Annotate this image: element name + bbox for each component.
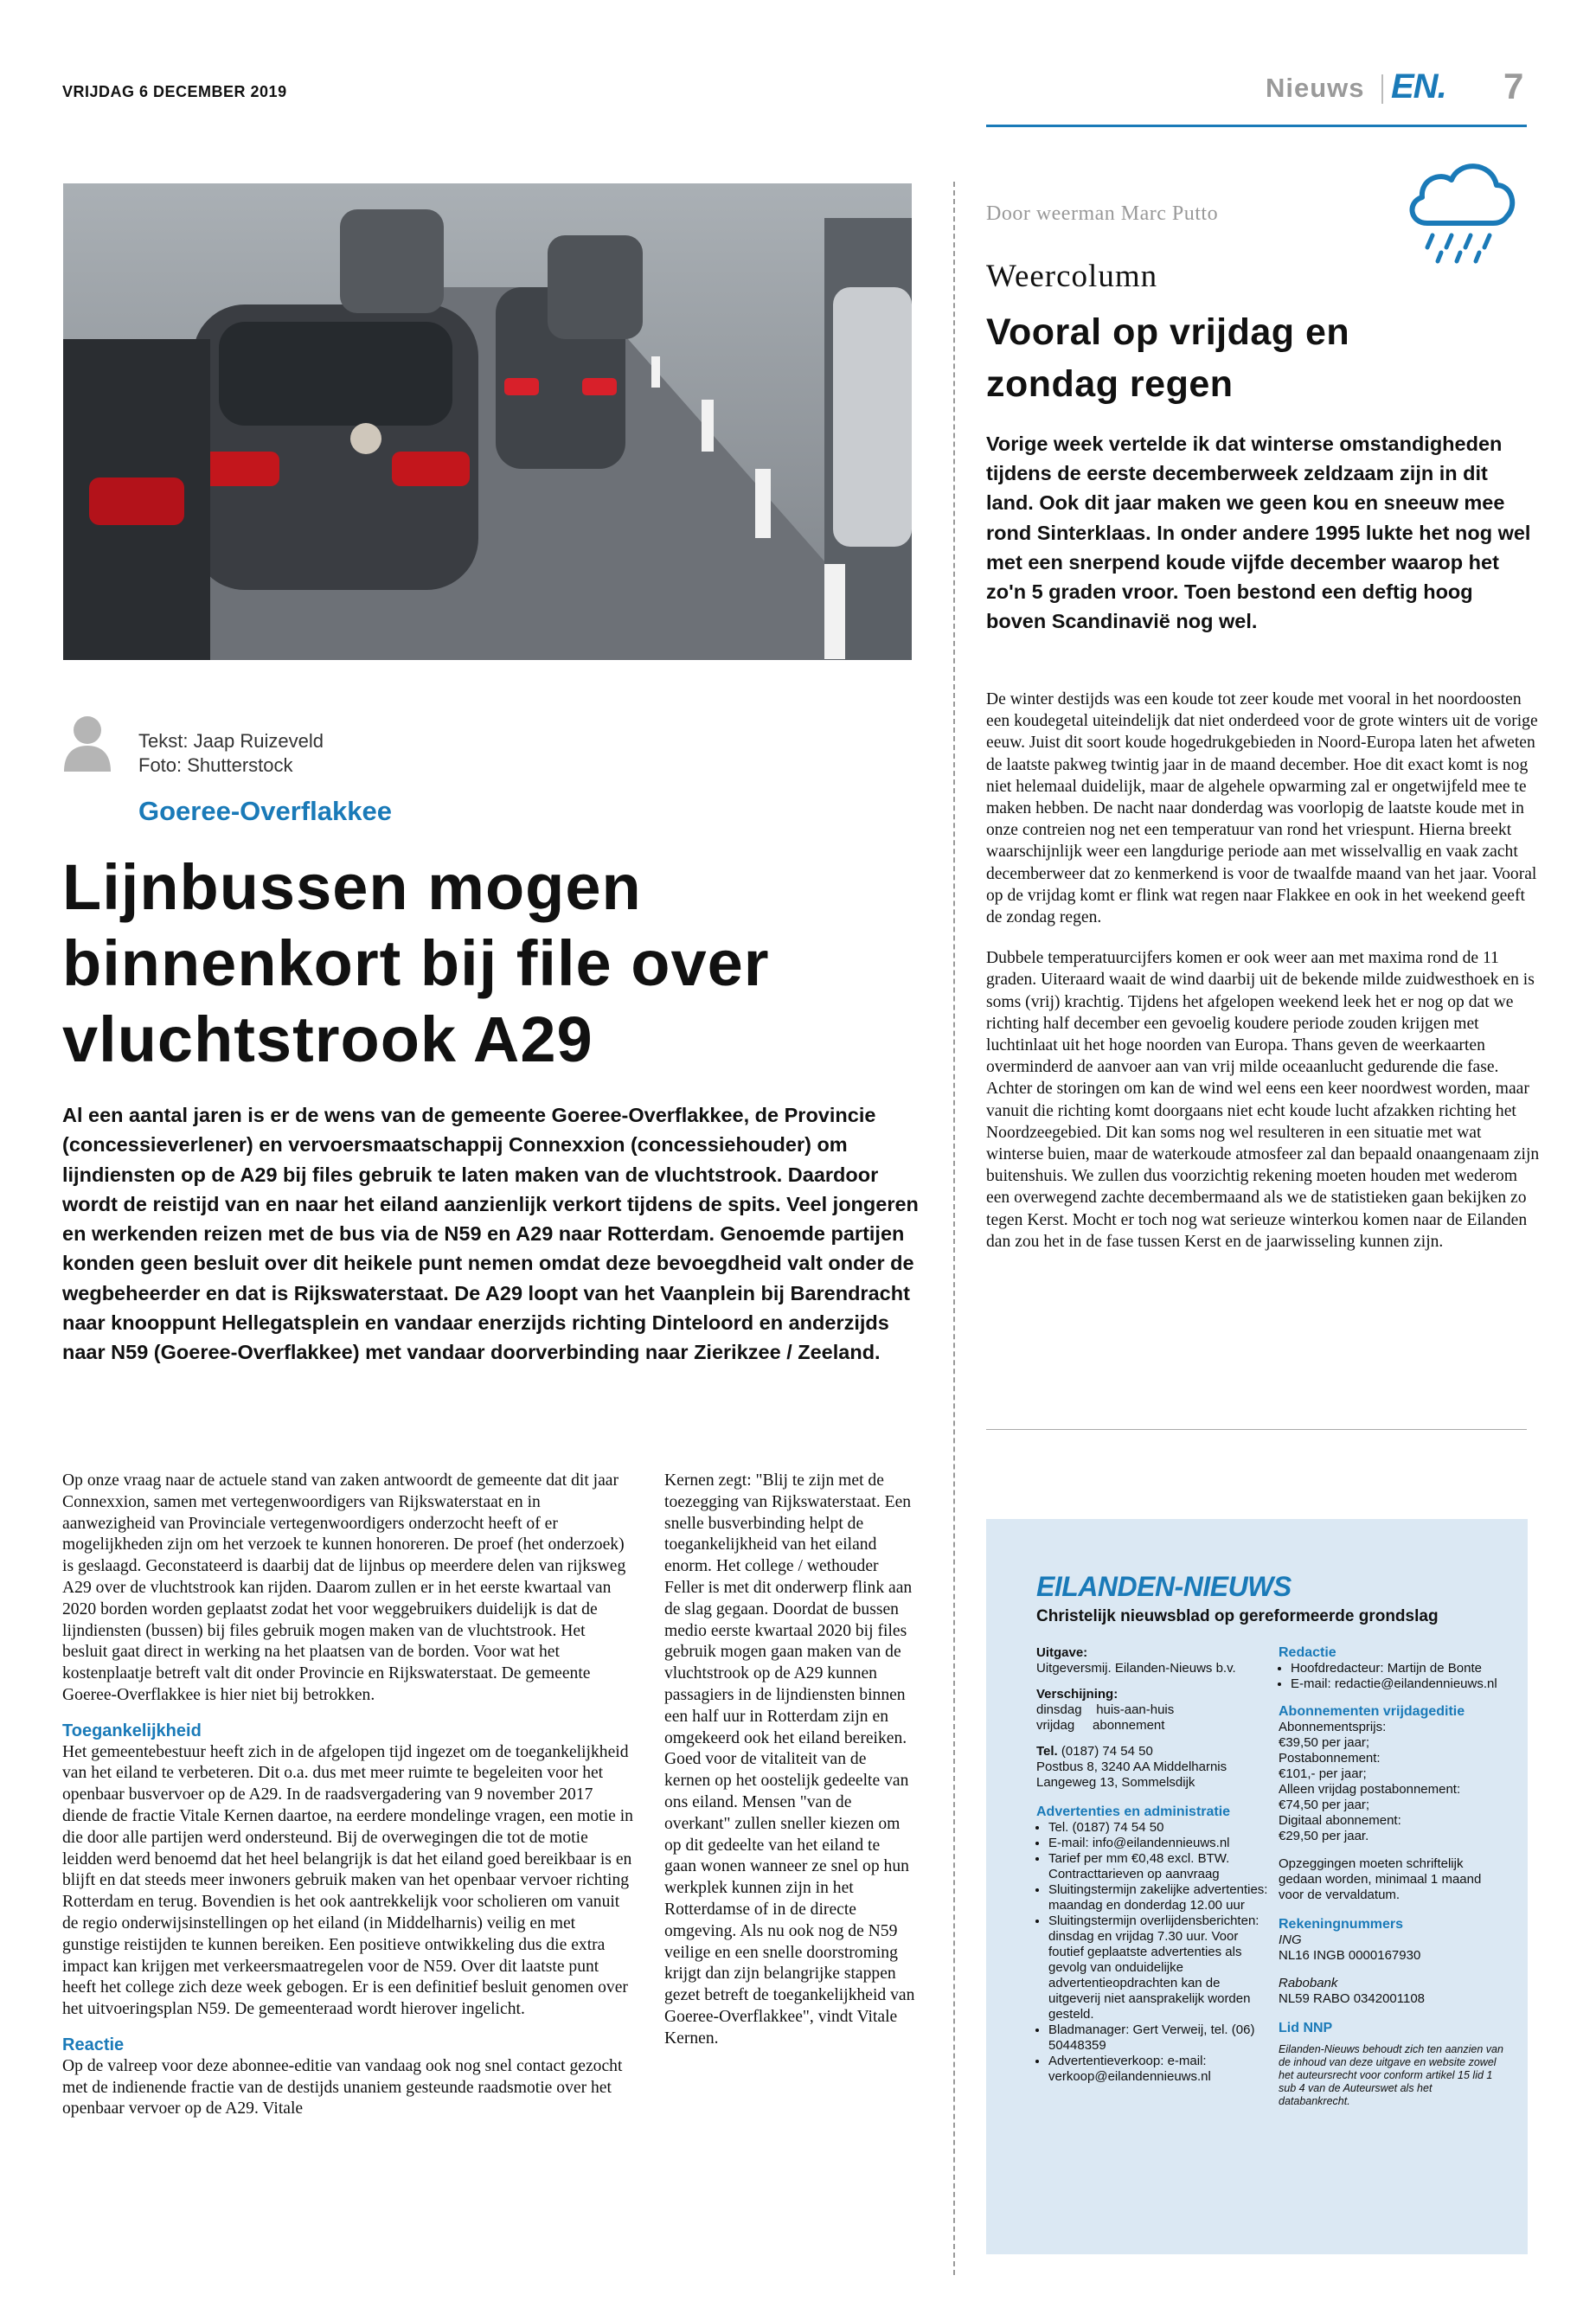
list-item: • E-mail: redactie@eilandennieuws.nl: [1291, 1676, 1503, 1692]
byline-photo: Foto: Shutterstock: [138, 754, 293, 776]
paragraph: Kernen zegt: "Blij te zijn met de toezegging van Rijkswaterstaat. Een snelle busverbinding helpt de toegankelijkheid van het eiland enorm. Het college / wethouder Feller is met dit onderwerp flink aan de slag gegaan. Doordat de bussen medio eerste kwartaal 2020 bij files gebruik mogen gaan maken van de vluchtstrook op de A29 kunnen passagiers in de lijndiensten binnen een half uur in Rotterdam zijn en omgekeerd ook het eiland bereiken. Goed voor de vitaliteit van de kernen op het oostelijk gedeelte van ons eiland. Mensen "van de overkant" zullen sneller kiezen om op dit gedeelte van het eiland te gaan wonen wanneer ze snel op hun werkplek kunnen zijn in het Rotterdamse of in de directe omgeving. Als nu ook nog de N59 veilige en een snelle doorstroming krijgt dan zijn belangrijke stappen gezet betreft de toegankelijkheid van Goeree-Overflakkee", vindt Vitale Kernen.: [664, 1471, 915, 2048]
redactie-heading: Redactie: [1279, 1645, 1336, 1660]
brand-logo: EN.: [1391, 67, 1446, 106]
traffic-jam-photo: [63, 183, 912, 660]
page-date: VRIJDAG 6 DECEMBER 2019: [62, 83, 287, 100]
lid-nnp: Lid NNP: [1279, 2021, 1333, 2035]
verschijning-line: vrijdag abonnement: [1036, 1718, 1165, 1733]
list-item: • Sluitingstermijn overlijdensberichten: dinsdag en vrijdag 7.30 uur. Voor foutief geplaatste advertenties als gevolg van onduidelijke advertentieopdrachten kan de uitgeverij niet aansprakelijk worden gesteld.: [1048, 1913, 1270, 2022]
page-number: 7: [1503, 66, 1524, 106]
paragraph: Op de valreep voor deze abonnee-editie van vandaag ook nog snel contact gezocht met de indienende fractie van de destijds unaniem gesteunde raadsmotie over het openbaar vervoer op de A29. Vitale: [62, 2056, 623, 2118]
tel-label: Tel.: [1036, 1744, 1058, 1759]
section-label: Nieuws: [1266, 73, 1365, 103]
bank-name: ING: [1279, 1932, 1302, 1947]
list-item: • Tarief per mm €0,48 excl. BTW. Contracttarieven op aanvraag: [1048, 1851, 1270, 1882]
abo-line: Abonnementsprijs:: [1279, 1720, 1387, 1734]
colophon-left-column: [1036, 1645, 1270, 2085]
paragraph: De winter destijds was een koude tot zeer koude met vooral in het noordoosten een koudegetal uiteindelijk dat niet onderdeed voor de grote winters uit de vorige eeuw. Juist dit soort koude hogedrukgebieden in Noord-Europa laten het afweten de laatste pakweg twintig jaar in de maand december. Hoe dit exact komt is nog niet helemaal duidelijk, maar de algehele opwarming zal er ongetwijfeld mee te maken hebben. De nacht naar donderdag was voorlopig de laatste koude met in onze contreien nog net een temperatuur van rond het vriespunt. Hierna breekt waarschijnlijk weer een langdurige periode aan met wisselvallig en vaak zacht decemberweer dat zo kenmerkend is voor de twaalfde maand van het jaar. Vooral op de vrijdag komt er flink wat regen naar Flakkee en ook in het weekend geeft de zondag regen.: [986, 690, 1538, 927]
header-rule: [986, 125, 1527, 127]
rain-cloud-icon: [1401, 145, 1522, 271]
abonnementen-heading: Abonnementen vrijdageditie: [1279, 1704, 1465, 1719]
list-item: • Bladmanager: Gert Verweij, tel. (06) 50448359: [1048, 2022, 1270, 2054]
address-line: Postbus 8, 3240 AA Middelharnis: [1036, 1759, 1227, 1774]
colophon-right-column: [1279, 1645, 1503, 2108]
article-headline: Lijnbussen mogen binnenkort bij file over vluchtstrook A29: [62, 851, 770, 1075]
subheading-reactie: Reactie: [62, 2035, 125, 2054]
article-column-2: [664, 1471, 915, 2050]
list-item: • Hoofdredacteur: Martijn de Bonte: [1291, 1661, 1503, 1676]
ads-list: [1036, 1820, 1270, 2085]
abo-line: €74,50 per jaar;: [1279, 1798, 1370, 1812]
colophon-panel: [986, 1519, 1528, 2254]
address-line: Langeweg 13, Sommelsdijk: [1036, 1775, 1195, 1790]
abo-line: Postabonnement:: [1279, 1751, 1381, 1766]
weather-author: Door weerman Marc Putto: [986, 202, 1219, 225]
colophon-tagline: Christelijk nieuwsblad op gereformeerde grondslag: [1036, 1607, 1439, 1625]
colophon-logo: EILANDEN-NIEUWS: [1036, 1571, 1292, 1602]
verschijning-line: dinsdag huis-aan-huis: [1036, 1702, 1175, 1717]
copyright-note: Eilanden-Nieuws behoudt zich ten aanzien van de inhoud van deze uitgave en website zowel het auteursrecht voor conform artikel 15 lid 1 sub 4 van de Auteurswet als het databankrecht.: [1279, 2043, 1503, 2107]
rekening-heading: Rekeningnummers: [1279, 1917, 1404, 1932]
weather-intro: Vorige week vertelde ik dat winterse omstandigheden tijdens de eerste decemberweek zeldzaam zijn in dit land. Ook dit jaar maken we geen kou en sneeuw mee rond Sinterklaas. In onder andere 1995 lukte het nog wel met een snerpend koude vijfde december waarop het zo'n 5 graden vroor. Toen bestond een deftig hoog boven Scandinavië nog wel.: [986, 433, 1531, 633]
article-intro: Al een aantal jaren is er de wens van de gemeente Goeree-Overflakkee, de Provincie (concessieverlener) en vervoersmaatschappij Connexxion (concessiehouder) om lijndiensten op de A29 bij files gebruik te laten maken van de vluchtstrook. Daardoor wordt de reistijd van en naar het eiland aanzienlijk verkort tijdens de spits. Veel jongeren en werkenden reizen met de bus via de N59 en A29 naar Rotterdam. Genoemde partijen konden geen besluit over dit heikele punt nemen omdat deze bevoegdheid valt onder de wegbeheerder en dat is Rijkswaterstaat. De A29 loopt van het Vaanplein bij Barendracht naar knooppunt Hellegatsplein en vandaar enerzijds richting Dinteloord en anderzijds naar N59 (Goeree-Overflakkee) met vandaar doorverbinding naar Zierikzee / Zeeland.: [62, 1104, 919, 1364]
abo-line: €39,50 per jaar;: [1279, 1735, 1370, 1750]
abo-line: €101,- per jaar;: [1279, 1766, 1367, 1781]
paragraph: Op onze vraag naar de actuele stand van zaken antwoordt de gemeente dat dit jaar Connexxion, samen met vertegenwoordigers van Rijkswaterstaat en in aanwezigheid van Provinciale vertegenwoordigers onderzocht heeft of er mogelijkheden zijn om het verzoek te kunnen honoreren. De proef (het onderzoek) is geslaagd. Geconstateerd is daarbij dat de lijnbus op meerdere delen van rijksweg A29 over de vluchtstrook kan rijden. Daarom zullen er in het eerste kwartaal van 2020 borden worden geplaatst zodat het voor weggebruikers duidelijk is dat de lijndiensten (bussen) bij files gebruik mogen maken van de vluchtstrook. Het besluit gaat direct in werking na het plaatsen van de borden. Voor wat het kostenplaatje betreft valt dit onder Provincie en Rijkswaterstaat. De gemeente Goeree-Overflakkee is hier niet bij betrokken.: [62, 1471, 626, 1704]
bank-number: NL59 RABO 0342001108: [1279, 1991, 1426, 2006]
bank-number: NL16 INGB 0000167930: [1279, 1948, 1421, 1963]
redactie-list: [1279, 1661, 1503, 1692]
list-item: • Sluitingstermijn zakelijke advertenties: maandag en donderdag 12.00 uur: [1048, 1882, 1270, 1913]
abo-line: Alleen vrijdag postabonnement:: [1279, 1782, 1461, 1797]
weather-body: [986, 689, 1540, 1253]
author-avatar-icon: [62, 713, 112, 776]
weather-kicker: Weercolumn: [986, 259, 1158, 294]
column-divider: [953, 182, 955, 2275]
verschijning-label: Verschijning:: [1036, 1687, 1118, 1702]
abo-line: Digitaal abonnement:: [1279, 1813, 1401, 1828]
list-item: • E-mail: info@eilandennieuws.nl: [1048, 1836, 1270, 1851]
list-item: • Advertentieverkoop: e-mail: verkoop@eilandennieuws.nl: [1048, 2054, 1270, 2085]
abo-line: €29,50 per jaar.: [1279, 1829, 1369, 1843]
opzegging-note: Opzeggingen moeten schriftelijk gedaan worden, minimaal 1 maand voor de vervaldatum.: [1279, 1856, 1482, 1902]
phone-line: [1036, 1744, 1270, 1759]
header-divider: [1381, 74, 1383, 104]
weather-headline: Vooral op vrijdag en zondag regen: [986, 311, 1350, 405]
ads-heading: Advertenties en administratie: [1036, 1804, 1231, 1819]
byline-text: Tekst: Jaap Ruizeveld: [138, 730, 324, 752]
bank-name: Rabobank: [1279, 1976, 1338, 1990]
list-item: • Tel. (0187) 74 54 50: [1048, 1820, 1270, 1836]
article-column-1: [62, 1471, 633, 2120]
uitgave-value: Uitgeversmij. Eilanden-Nieuws b.v.: [1036, 1661, 1236, 1676]
tel-value: (0187) 74 54 50: [1061, 1744, 1153, 1759]
uitgave-label: Uitgave:: [1036, 1645, 1088, 1660]
paragraph: Dubbele temperatuurcijfers komen er ook weer aan met maxima rond de 11 graden. Uiteraard waait de wind daarbij uit de bekende milde zuidwesthoek en is soms (vrij) krachtig. Tijdens het afgelopen weekend leek het er nog op dat we richting half december een gevoelig koudere periode zouden krijgen met luchtinlaat uit het hoge noorden van Europa. Thans geven de weerkaarten overminderd de aanvoer aan van vrij milde oceaanlucht gedurende die fase. Achter de storingen om kan de wind wel eens een keer noordwest worden, maar vanuit die richting komt doorgaans niet echt koude lucht afzakken richting het Noordzeegebied. Dit kan soms nog wel resulteren in een situatie met wat winterse buien, maar de waterkoude atmosfeer zal dan bepaald onaangenaam zijn buitenshuis. We zullen dus voorzichtig rekening moeten houden met wederom een overwegend zachte decembermaand als we de statistieken gaan bekijken zo tegen Kerst. Mocht er toch nog wat serieuze winterkou komen naar de Eilanden dan zou het in de fase tussen Kerst en de jaarwisseling kunnen zijn.: [986, 949, 1540, 1251]
subheading-toegankelijkheid: Toegankelijkheid: [62, 1721, 202, 1740]
paragraph: Het gemeentebestuur heeft zich in de afgelopen tijd ingezet om de toegankelijkheid van het eiland te verbeteren. Dit o.a. dus met meer ruimte te begeleiten voor het openbaar busvervoer op de A29. In de raadsvergadering van 9 november 2017 diende de fractie Vitale Kernen daartoe, na eerdere mondelinge vragen, een motie in die door alle partijen werd ondersteund. Bij de overwegingen die tot de motie leidden werd benoemd dat het heel belangrijk is dat het eiland goed bereikbaar is en blijft en dat steeds meer inwoners gebruik maken van het openbaar vervoer richting Rotterdam en terug. Bovendien is het ook aantrekkelijk voor scholieren om vanuit de regio onderwijsinstellingen op het eiland (in Middelharnis) veilig en met gunstige reistijden te kunnen bereiken. Een positieve ontwikkeling dus die extra impact kan krijgen met verkeersmaatregelen voor de N59. Over dit laatste punt heeft het college zich deze week gebogen. Er is een definitief besluit genomen over het uitvoeringsplan N59. De gemeenteraad wordt hierover ingelicht.: [62, 1742, 633, 2019]
weather-end-rule: [986, 1429, 1527, 1430]
region-label: Goeree-Overflakkee: [138, 796, 392, 826]
